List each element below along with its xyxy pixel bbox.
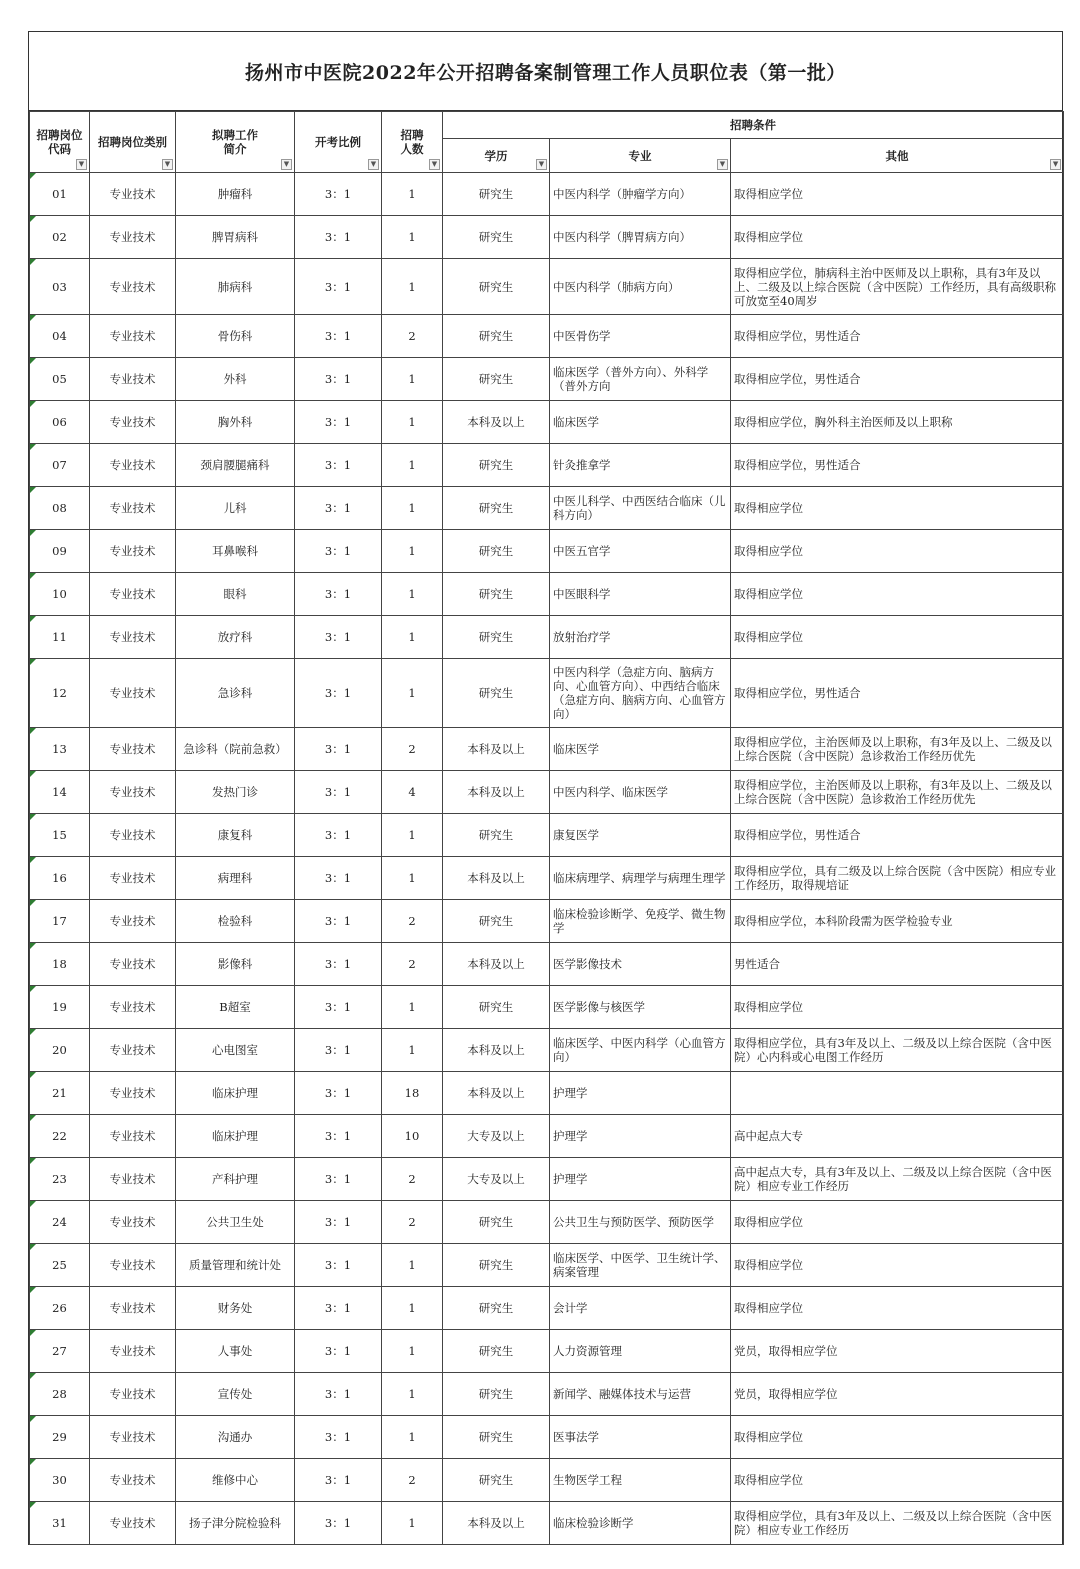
cell-major: 临床检验诊断学 xyxy=(550,1502,731,1545)
cell-ratio: 3：1 xyxy=(295,1502,382,1545)
cell-code: 11 xyxy=(30,616,90,659)
cell-intro: 扬子津分院检验科 xyxy=(176,1502,295,1545)
cell-intro: 颈肩腰腿痛科 xyxy=(176,444,295,487)
cell-count: 1 xyxy=(382,573,443,616)
cell-ratio: 3：1 xyxy=(295,444,382,487)
cell-code: 30 xyxy=(30,1459,90,1502)
table-row xyxy=(30,1330,1064,1373)
cell-major: 临床医学、中医内科学（心血管方向） xyxy=(550,1029,731,1072)
cell-code: 21 xyxy=(30,1072,90,1115)
cell-education: 本科及以上 xyxy=(443,943,550,986)
cell-count: 1 xyxy=(382,1502,443,1545)
cell-education: 研究生 xyxy=(443,1459,550,1502)
cell-other: 取得相应学位 xyxy=(731,1201,1064,1244)
cell-category: 专业技术 xyxy=(90,1201,176,1244)
cell-education: 本科及以上 xyxy=(443,1502,550,1545)
cell-ratio: 3：1 xyxy=(295,487,382,530)
cell-other: 取得相应学位 xyxy=(731,487,1064,530)
cell-ratio: 3：1 xyxy=(295,857,382,900)
table-row xyxy=(30,771,1064,814)
cell-code: 22 xyxy=(30,1115,90,1158)
header-intro: 拟聘工作 简介 ▼ xyxy=(176,112,295,173)
cell-code: 09 xyxy=(30,530,90,573)
cell-education: 研究生 xyxy=(443,358,550,401)
cell-code: 14 xyxy=(30,771,90,814)
page-title: 扬州市中医院2022年公开招聘备案制管理工作人员职位表（第一批） xyxy=(29,32,1062,111)
cell-intro: 心电图室 xyxy=(176,1029,295,1072)
positions-table xyxy=(29,111,1064,1545)
cell-code: 17 xyxy=(30,900,90,943)
cell-major: 临床病理学、病理学与病理生理学 xyxy=(550,857,731,900)
cell-ratio: 3：1 xyxy=(295,530,382,573)
table-row xyxy=(30,1373,1064,1416)
cell-count: 2 xyxy=(382,315,443,358)
cell-other: 取得相应学位 xyxy=(731,173,1064,216)
cell-other: 取得相应学位，具有二级及以上综合医院（含中医院）相应专业工作经历，取得规培证 xyxy=(731,857,1064,900)
cell-intro: B超室 xyxy=(176,986,295,1029)
cell-count: 2 xyxy=(382,1158,443,1201)
cell-category: 专业技术 xyxy=(90,358,176,401)
cell-education: 研究生 xyxy=(443,259,550,315)
cell-code: 16 xyxy=(30,857,90,900)
cell-code: 10 xyxy=(30,573,90,616)
filter-dropdown-icon[interactable]: ▼ xyxy=(1050,159,1061,170)
header-conditions: 招聘条件 xyxy=(443,112,1064,139)
cell-ratio: 3：1 xyxy=(295,1029,382,1072)
cell-other: 取得相应学位 xyxy=(731,986,1064,1029)
cell-count: 2 xyxy=(382,1459,443,1502)
cell-code: 08 xyxy=(30,487,90,530)
cell-intro: 质量管理和统计处 xyxy=(176,1244,295,1287)
table-row xyxy=(30,616,1064,659)
cell-category: 专业技术 xyxy=(90,1072,176,1115)
cell-count: 4 xyxy=(382,771,443,814)
cell-other: 取得相应学位 xyxy=(731,616,1064,659)
cell-intro: 放疗科 xyxy=(176,616,295,659)
table-row xyxy=(30,728,1064,771)
cell-major: 生物医学工程 xyxy=(550,1459,731,1502)
cell-intro: 维修中心 xyxy=(176,1459,295,1502)
filter-dropdown-icon[interactable]: ▼ xyxy=(717,159,728,170)
cell-other: 取得相应学位 xyxy=(731,216,1064,259)
cell-category: 专业技术 xyxy=(90,728,176,771)
cell-count: 1 xyxy=(382,444,443,487)
cell-count: 1 xyxy=(382,1287,443,1330)
cell-education: 研究生 xyxy=(443,487,550,530)
table-row xyxy=(30,814,1064,857)
cell-intro: 发热门诊 xyxy=(176,771,295,814)
cell-major: 护理学 xyxy=(550,1072,731,1115)
cell-category: 专业技术 xyxy=(90,173,176,216)
cell-intro: 临床护理 xyxy=(176,1115,295,1158)
cell-education: 研究生 xyxy=(443,1201,550,1244)
cell-ratio: 3：1 xyxy=(295,1115,382,1158)
cell-code: 28 xyxy=(30,1373,90,1416)
cell-intro: 胸外科 xyxy=(176,401,295,444)
cell-major: 中医内科学、临床医学 xyxy=(550,771,731,814)
cell-other: 取得相应学位，肺病科主治中医师及以上职称，具有3年及以上、二级及以上综合医院（含中医院）工作经历，具有高级职称可放宽至40周岁 xyxy=(731,259,1064,315)
table-row xyxy=(30,1029,1064,1072)
header-count: 招聘 人数 ▼ xyxy=(382,112,443,173)
table-row xyxy=(30,659,1064,728)
cell-intro: 眼科 xyxy=(176,573,295,616)
cell-category: 专业技术 xyxy=(90,986,176,1029)
header-code: 招聘岗位 代码 ▼ xyxy=(30,112,90,173)
cell-other: 取得相应学位 xyxy=(731,1287,1064,1330)
cell-major: 医学影像技术 xyxy=(550,943,731,986)
cell-major: 临床医学、中医学、卫生统计学、病案管理 xyxy=(550,1244,731,1287)
header-other: 其他 ▼ xyxy=(731,139,1064,173)
cell-count: 2 xyxy=(382,1201,443,1244)
cell-education: 研究生 xyxy=(443,1287,550,1330)
cell-education: 本科及以上 xyxy=(443,857,550,900)
table-row xyxy=(30,1115,1064,1158)
cell-education: 研究生 xyxy=(443,1244,550,1287)
cell-code: 27 xyxy=(30,1330,90,1373)
cell-education: 研究生 xyxy=(443,530,550,573)
table-row xyxy=(30,900,1064,943)
cell-category: 专业技术 xyxy=(90,1330,176,1373)
cell-category: 专业技术 xyxy=(90,1416,176,1459)
table-row xyxy=(30,943,1064,986)
cell-intro: 产科护理 xyxy=(176,1158,295,1201)
cell-ratio: 3：1 xyxy=(295,358,382,401)
cell-count: 1 xyxy=(382,1373,443,1416)
cell-major: 医事法学 xyxy=(550,1416,731,1459)
cell-count: 1 xyxy=(382,358,443,401)
cell-intro: 宣传处 xyxy=(176,1373,295,1416)
cell-count: 1 xyxy=(382,814,443,857)
cell-count: 10 xyxy=(382,1115,443,1158)
cell-major: 中医眼科学 xyxy=(550,573,731,616)
cell-category: 专业技术 xyxy=(90,487,176,530)
cell-education: 研究生 xyxy=(443,900,550,943)
cell-category: 专业技术 xyxy=(90,444,176,487)
table-row xyxy=(30,986,1064,1029)
cell-education: 研究生 xyxy=(443,444,550,487)
cell-count: 1 xyxy=(382,616,443,659)
cell-intro: 检验科 xyxy=(176,900,295,943)
cell-category: 专业技术 xyxy=(90,573,176,616)
cell-code: 25 xyxy=(30,1244,90,1287)
cell-count: 1 xyxy=(382,857,443,900)
cell-ratio: 3：1 xyxy=(295,986,382,1029)
cell-education: 大专及以上 xyxy=(443,1115,550,1158)
cell-major: 临床检验诊断学、免疫学、微生物学 xyxy=(550,900,731,943)
cell-ratio: 3：1 xyxy=(295,1201,382,1244)
cell-category: 专业技术 xyxy=(90,1158,176,1201)
cell-major: 中医内科学（肿瘤学方向） xyxy=(550,173,731,216)
cell-intro: 脾胃病科 xyxy=(176,216,295,259)
table-row xyxy=(30,1158,1064,1201)
cell-category: 专业技术 xyxy=(90,1029,176,1072)
table-row xyxy=(30,1072,1064,1115)
cell-intro: 肺病科 xyxy=(176,259,295,315)
cell-intro: 人事处 xyxy=(176,1330,295,1373)
cell-intro: 公共卫生处 xyxy=(176,1201,295,1244)
cell-major: 中医五官学 xyxy=(550,530,731,573)
cell-major: 公共卫生与预防医学、预防医学 xyxy=(550,1201,731,1244)
cell-major: 医学影像与核医学 xyxy=(550,986,731,1029)
header-category: 招聘岗位类别 ▼ xyxy=(90,112,176,173)
cell-other: 取得相应学位，胸外科主治医师及以上职称 xyxy=(731,401,1064,444)
cell-code: 24 xyxy=(30,1201,90,1244)
cell-ratio: 3：1 xyxy=(295,943,382,986)
cell-intro: 肿瘤科 xyxy=(176,173,295,216)
cell-category: 专业技术 xyxy=(90,1373,176,1416)
cell-ratio: 3：1 xyxy=(295,1287,382,1330)
cell-other: 取得相应学位 xyxy=(731,573,1064,616)
cell-intro: 临床护理 xyxy=(176,1072,295,1115)
cell-other: 党员，取得相应学位 xyxy=(731,1373,1064,1416)
cell-ratio: 3：1 xyxy=(295,900,382,943)
recruitment-sheet xyxy=(28,31,1063,1545)
cell-ratio: 3：1 xyxy=(295,216,382,259)
table-row xyxy=(30,216,1064,259)
table-row xyxy=(30,1244,1064,1287)
cell-education: 研究生 xyxy=(443,216,550,259)
cell-intro: 影像科 xyxy=(176,943,295,986)
filter-dropdown-icon[interactable]: ▼ xyxy=(281,159,292,170)
cell-ratio: 3：1 xyxy=(295,659,382,728)
header-ratio: 开考比例 ▼ xyxy=(295,112,382,173)
cell-category: 专业技术 xyxy=(90,315,176,358)
cell-major: 会计学 xyxy=(550,1287,731,1330)
cell-other: 取得相应学位，男性适合 xyxy=(731,315,1064,358)
cell-other: 取得相应学位 xyxy=(731,1244,1064,1287)
cell-count: 2 xyxy=(382,900,443,943)
table-row xyxy=(30,259,1064,315)
cell-intro: 病理科 xyxy=(176,857,295,900)
cell-ratio: 3：1 xyxy=(295,1244,382,1287)
cell-code: 23 xyxy=(30,1158,90,1201)
cell-education: 研究生 xyxy=(443,1373,550,1416)
cell-code: 01 xyxy=(30,173,90,216)
cell-code: 12 xyxy=(30,659,90,728)
cell-count: 1 xyxy=(382,259,443,315)
cell-major: 中医骨伤学 xyxy=(550,315,731,358)
cell-count: 1 xyxy=(382,401,443,444)
cell-category: 专业技术 xyxy=(90,1502,176,1545)
cell-category: 专业技术 xyxy=(90,1459,176,1502)
cell-category: 专业技术 xyxy=(90,659,176,728)
cell-major: 针灸推拿学 xyxy=(550,444,731,487)
cell-education: 研究生 xyxy=(443,315,550,358)
cell-other: 取得相应学位，男性适合 xyxy=(731,358,1064,401)
cell-other: 党员，取得相应学位 xyxy=(731,1330,1064,1373)
cell-code: 02 xyxy=(30,216,90,259)
cell-education: 研究生 xyxy=(443,173,550,216)
cell-major: 中医内科学（急症方向、脑病方向、心血管方向）、中西结合临床（急症方向、脑病方向、心血管方向） xyxy=(550,659,731,728)
cell-education: 研究生 xyxy=(443,1416,550,1459)
cell-other: 取得相应学位，男性适合 xyxy=(731,659,1064,728)
cell-other xyxy=(731,1072,1064,1115)
cell-major: 中医内科学（脾胃病方向） xyxy=(550,216,731,259)
table-row xyxy=(30,857,1064,900)
cell-education: 研究生 xyxy=(443,616,550,659)
cell-education: 研究生 xyxy=(443,659,550,728)
table-row xyxy=(30,401,1064,444)
cell-ratio: 3：1 xyxy=(295,616,382,659)
cell-category: 专业技术 xyxy=(90,1115,176,1158)
cell-code: 26 xyxy=(30,1287,90,1330)
cell-code: 03 xyxy=(30,259,90,315)
cell-ratio: 3：1 xyxy=(295,173,382,216)
cell-education: 本科及以上 xyxy=(443,728,550,771)
cell-code: 05 xyxy=(30,358,90,401)
table-row xyxy=(30,358,1064,401)
cell-intro: 急诊科（院前急救） xyxy=(176,728,295,771)
cell-intro: 急诊科 xyxy=(176,659,295,728)
cell-category: 专业技术 xyxy=(90,216,176,259)
cell-ratio: 3：1 xyxy=(295,1373,382,1416)
cell-other: 取得相应学位，主治医师及以上职称，有3年及以上、二级及以上综合医院（含中医院）急诊救治工作经历优先 xyxy=(731,771,1064,814)
cell-ratio: 3：1 xyxy=(295,573,382,616)
cell-other: 取得相应学位，男性适合 xyxy=(731,814,1064,857)
cell-intro: 骨伤科 xyxy=(176,315,295,358)
cell-other: 高中起点大专，具有3年及以上、二级及以上综合医院（含中医院）相应专业工作经历 xyxy=(731,1158,1064,1201)
filter-dropdown-icon[interactable]: ▼ xyxy=(368,159,379,170)
cell-major: 人力资源管理 xyxy=(550,1330,731,1373)
cell-ratio: 3：1 xyxy=(295,1459,382,1502)
cell-ratio: 3：1 xyxy=(295,814,382,857)
cell-major: 康复医学 xyxy=(550,814,731,857)
cell-education: 本科及以上 xyxy=(443,1029,550,1072)
table-row xyxy=(30,444,1064,487)
cell-education: 研究生 xyxy=(443,986,550,1029)
cell-education: 研究生 xyxy=(443,573,550,616)
table-row xyxy=(30,1459,1064,1502)
table-row xyxy=(30,530,1064,573)
cell-intro: 儿科 xyxy=(176,487,295,530)
header-education: 学历 ▼ xyxy=(443,139,550,173)
cell-major: 新闻学、融媒体技术与运营 xyxy=(550,1373,731,1416)
cell-code: 07 xyxy=(30,444,90,487)
cell-other: 取得相应学位，具有3年及以上、二级及以上综合医院（含中医院）相应专业工作经历 xyxy=(731,1502,1064,1545)
cell-education: 本科及以上 xyxy=(443,1072,550,1115)
cell-count: 1 xyxy=(382,530,443,573)
cell-major: 放射治疗学 xyxy=(550,616,731,659)
cell-intro: 财务处 xyxy=(176,1287,295,1330)
table-row xyxy=(30,573,1064,616)
table-row xyxy=(30,1201,1064,1244)
cell-count: 2 xyxy=(382,943,443,986)
filter-dropdown-icon[interactable]: ▼ xyxy=(76,159,87,170)
cell-code: 15 xyxy=(30,814,90,857)
cell-category: 专业技术 xyxy=(90,814,176,857)
cell-code: 20 xyxy=(30,1029,90,1072)
cell-count: 1 xyxy=(382,986,443,1029)
cell-ratio: 3：1 xyxy=(295,771,382,814)
table-row xyxy=(30,1416,1064,1459)
cell-code: 31 xyxy=(30,1502,90,1545)
cell-ratio: 3：1 xyxy=(295,315,382,358)
cell-category: 专业技术 xyxy=(90,1244,176,1287)
table-row xyxy=(30,315,1064,358)
cell-other: 取得相应学位，男性适合 xyxy=(731,444,1064,487)
cell-category: 专业技术 xyxy=(90,259,176,315)
cell-major: 中医内科学（肺病方向） xyxy=(550,259,731,315)
cell-category: 专业技术 xyxy=(90,943,176,986)
cell-intro: 康复科 xyxy=(176,814,295,857)
cell-count: 2 xyxy=(382,728,443,771)
cell-category: 专业技术 xyxy=(90,1287,176,1330)
cell-category: 专业技术 xyxy=(90,857,176,900)
cell-count: 1 xyxy=(382,216,443,259)
table-row xyxy=(30,1502,1064,1545)
cell-major: 中医儿科学、中西医结合临床（儿科方向） xyxy=(550,487,731,530)
cell-education: 大专及以上 xyxy=(443,1158,550,1201)
filter-dropdown-icon[interactable]: ▼ xyxy=(162,159,173,170)
table-row xyxy=(30,173,1064,216)
cell-count: 1 xyxy=(382,487,443,530)
cell-code: 06 xyxy=(30,401,90,444)
cell-ratio: 3：1 xyxy=(295,259,382,315)
cell-category: 专业技术 xyxy=(90,530,176,573)
cell-ratio: 3：1 xyxy=(295,1416,382,1459)
cell-other: 男性适合 xyxy=(731,943,1064,986)
cell-count: 1 xyxy=(382,173,443,216)
cell-ratio: 3：1 xyxy=(295,1330,382,1373)
cell-code: 04 xyxy=(30,315,90,358)
cell-other: 取得相应学位 xyxy=(731,1416,1064,1459)
cell-code: 29 xyxy=(30,1416,90,1459)
cell-other: 取得相应学位，具有3年及以上、二级及以上综合医院（含中医院）心内科或心电图工作经历 xyxy=(731,1029,1064,1072)
cell-major: 护理学 xyxy=(550,1115,731,1158)
cell-ratio: 3：1 xyxy=(295,1072,382,1115)
cell-category: 专业技术 xyxy=(90,771,176,814)
cell-intro: 沟通办 xyxy=(176,1416,295,1459)
header-major: 专业 ▼ xyxy=(550,139,731,173)
cell-other: 高中起点大专 xyxy=(731,1115,1064,1158)
filter-dropdown-icon[interactable]: ▼ xyxy=(536,159,547,170)
cell-ratio: 3：1 xyxy=(295,401,382,444)
cell-major: 临床医学（普外方向）、外科学（普外方向 xyxy=(550,358,731,401)
cell-education: 本科及以上 xyxy=(443,771,550,814)
cell-major: 临床医学 xyxy=(550,401,731,444)
cell-count: 18 xyxy=(382,1072,443,1115)
cell-count: 1 xyxy=(382,1029,443,1072)
cell-major: 临床医学 xyxy=(550,728,731,771)
cell-category: 专业技术 xyxy=(90,401,176,444)
cell-count: 1 xyxy=(382,1330,443,1373)
cell-intro: 外科 xyxy=(176,358,295,401)
cell-ratio: 3：1 xyxy=(295,728,382,771)
cell-other: 取得相应学位，主治医师及以上职称，有3年及以上、二级及以上综合医院（含中医院）急诊救治工作经历优先 xyxy=(731,728,1064,771)
cell-count: 1 xyxy=(382,1416,443,1459)
cell-other: 取得相应学位 xyxy=(731,530,1064,573)
cell-code: 13 xyxy=(30,728,90,771)
filter-dropdown-icon[interactable]: ▼ xyxy=(429,159,440,170)
table-row xyxy=(30,1287,1064,1330)
cell-count: 1 xyxy=(382,659,443,728)
table-row xyxy=(30,487,1064,530)
cell-category: 专业技术 xyxy=(90,616,176,659)
cell-code: 19 xyxy=(30,986,90,1029)
cell-ratio: 3：1 xyxy=(295,1158,382,1201)
cell-education: 本科及以上 xyxy=(443,401,550,444)
cell-count: 1 xyxy=(382,1244,443,1287)
cell-education: 研究生 xyxy=(443,814,550,857)
cell-education: 研究生 xyxy=(443,1330,550,1373)
cell-other: 取得相应学位 xyxy=(731,1459,1064,1502)
cell-category: 专业技术 xyxy=(90,900,176,943)
cell-code: 18 xyxy=(30,943,90,986)
cell-other: 取得相应学位，本科阶段需为医学检验专业 xyxy=(731,900,1064,943)
cell-intro: 耳鼻喉科 xyxy=(176,530,295,573)
cell-major: 护理学 xyxy=(550,1158,731,1201)
